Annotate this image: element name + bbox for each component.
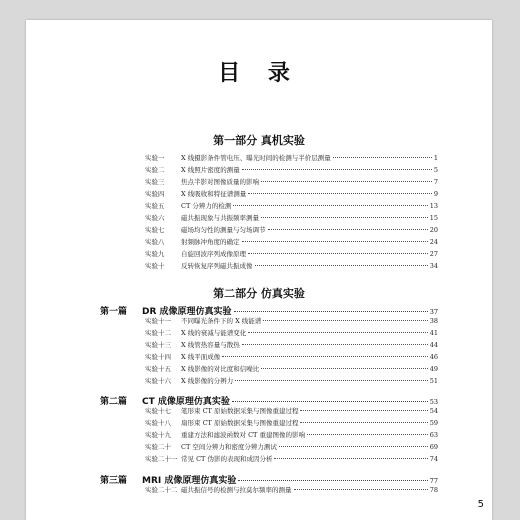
entry-text: 反转恢复序列磁共振成像 [181,262,253,270]
entry-text: X 线管热容量与散热 [181,341,240,349]
entry-label: 实验七 [145,226,165,234]
leader-dots [233,205,427,206]
entry-page: 46 [429,353,438,361]
toc-entry[interactable] [145,250,438,259]
toc-entry[interactable] [145,365,438,374]
entry-label: 实验八 [145,238,165,246]
leader-dots [222,356,428,357]
section-title: MRI 成像原理仿真实验 [142,476,237,486]
section-page: 37 [429,308,438,316]
entry-page: 20 [429,226,438,234]
entry-label: 实验十六 [145,377,171,385]
section-page: 53 [429,398,438,406]
entry-label: 实验十九 [145,431,171,439]
part-title: 第一部分 真机实验 [213,134,305,147]
leader-dots [333,157,432,158]
entry-page: 27 [429,250,438,258]
leader-dots [307,434,428,435]
section-heading[interactable] [100,394,438,407]
leader-dots [232,401,428,402]
leader-dots [261,181,432,182]
toc-entry[interactable] [145,431,438,440]
entry-label: 实验二 [145,166,165,174]
toc-entry[interactable] [145,317,438,326]
leader-dots [268,229,428,230]
toc-entry[interactable] [145,407,438,416]
entry-label: 实验十三 [145,341,171,349]
entry-text: 射频脉冲角度的确定 [181,238,240,246]
section-heading[interactable] [100,473,438,486]
entry-page: 13 [429,202,438,210]
entry-text: CT 空间分辨力和密度分辨力测试 [181,443,277,451]
leader-dots [248,332,428,333]
toc-entry[interactable] [145,486,438,495]
part-title: 第二部分 仿真实验 [213,287,305,300]
toc-entry[interactable] [145,262,438,271]
toc-entry[interactable] [145,377,438,386]
entry-page: 34 [429,262,438,270]
section-title: DR 成像原理仿真实验 [142,307,232,317]
entry-text: 重建方法和滤波函数对 CT 重建图像的影响 [181,431,305,439]
entry-text: 自旋回波序列成像原理 [181,250,246,258]
toc-entry[interactable] [145,443,438,452]
entry-label: 实验九 [145,250,165,258]
leader-dots [279,446,428,447]
entry-label: 实验十七 [145,407,171,415]
entry-label: 实验十 [145,262,165,270]
toc-entry[interactable] [145,154,438,163]
leader-dots [300,410,427,411]
section-heading[interactable] [100,304,438,317]
entry-page: 63 [429,431,438,439]
entry-text: 磁场均匀性的测量与匀场调节 [181,226,266,234]
entry-label: 实验六 [145,214,165,222]
entry-page: 59 [429,419,438,427]
leader-dots [242,241,428,242]
leader-dots [234,311,428,312]
entry-label: 实验五 [145,202,165,210]
toc-page [26,20,492,520]
leader-dots [242,344,428,345]
entry-text: X 线照片密度的测量 [181,166,240,174]
entry-label: 实验二十二 [145,486,178,494]
entry-text: CT 分辨力的检测 [181,202,232,210]
section-label: 第一篇 [100,307,128,317]
leader-dots [274,458,427,459]
leader-dots [248,193,432,194]
entry-label: 实验十四 [145,353,171,361]
entry-page: 74 [429,455,438,463]
entry-text: 磁共振现象与共振频率测量 [181,214,259,222]
entry-label: 实验十一 [145,317,171,325]
leader-dots [235,380,428,381]
entry-label: 实验十二 [145,329,171,337]
entry-label: 实验三 [145,178,165,186]
entry-page: 41 [429,329,438,337]
toc-entry[interactable] [145,329,438,338]
entry-label: 实验十五 [145,365,171,373]
entry-label: 实验一 [145,154,165,162]
entry-text: X 线平面成像 [181,353,221,361]
entry-page: 44 [429,341,438,349]
toc-entry[interactable] [145,226,438,235]
leader-dots [261,217,428,218]
leader-dots [255,265,428,266]
section-title: CT 成像原理仿真实验 [142,397,230,407]
leader-dots [263,320,427,321]
leader-dots [238,480,427,481]
entry-text: 不同曝光条件下的 X 线能谱 [181,317,262,325]
entry-page: 49 [429,365,438,373]
entry-page: 15 [429,214,438,222]
entry-text: X 线影像的对比度和信噪比 [181,365,260,373]
entry-label: 实验四 [145,190,165,198]
toc-entry[interactable] [145,166,438,175]
section-label: 第二篇 [100,397,128,407]
entry-page: 54 [429,407,438,415]
toc-entry[interactable] [145,190,438,199]
entry-page: 7 [433,178,438,186]
entry-text: 磁共振信号的检测与拉莫尔频率的测量 [181,486,292,494]
entry-page: 24 [429,238,438,246]
entry-label: 实验二十 [145,443,171,451]
toc-entry[interactable] [145,178,438,187]
entry-text: X 线摄影条件管电压、曝光时间的检测与半价层测量 [181,154,331,162]
toc-entry[interactable] [145,341,438,350]
entry-page: 9 [433,190,438,198]
entry-page: 5 [433,166,438,174]
entry-page: 69 [429,443,438,451]
entry-text: X 线吸收和特征谱测量 [181,190,247,198]
section-label: 第三篇 [100,476,128,486]
entry-text: 笔形束 CT 原始数据采集与图像重建过程 [181,407,299,415]
toc-title: 目 录 [218,61,300,86]
leader-dots [248,253,428,254]
entry-text: 扇形束 CT 原始数据采集与图像重建过程 [181,419,299,427]
entry-text: 常见 CT 伪影的表现和成因分析 [181,455,273,463]
toc-entry[interactable] [145,455,438,464]
entry-text: X 线的衰减与能谱变化 [181,329,247,337]
toc-entry[interactable] [145,353,438,362]
entry-text: 焦点半影对图像质量的影响 [181,178,259,186]
entry-page: 78 [429,486,438,494]
leader-dots [242,169,432,170]
entry-label: 实验二十一 [145,455,178,463]
toc-entry[interactable] [145,238,438,247]
leader-dots [294,489,428,490]
leader-dots [300,422,427,423]
toc-entry[interactable] [145,419,438,428]
entry-page: 51 [429,377,438,385]
page-number: 5 [477,499,484,510]
leader-dots [261,368,428,369]
entry-page: 1 [433,154,438,162]
section-page: 77 [429,477,438,485]
entry-text: X 线影像的分辨力 [181,377,234,385]
toc-entry[interactable] [145,214,438,223]
entry-label: 实验十八 [145,419,171,427]
toc-entry[interactable] [145,202,438,211]
entry-page: 38 [429,317,438,325]
